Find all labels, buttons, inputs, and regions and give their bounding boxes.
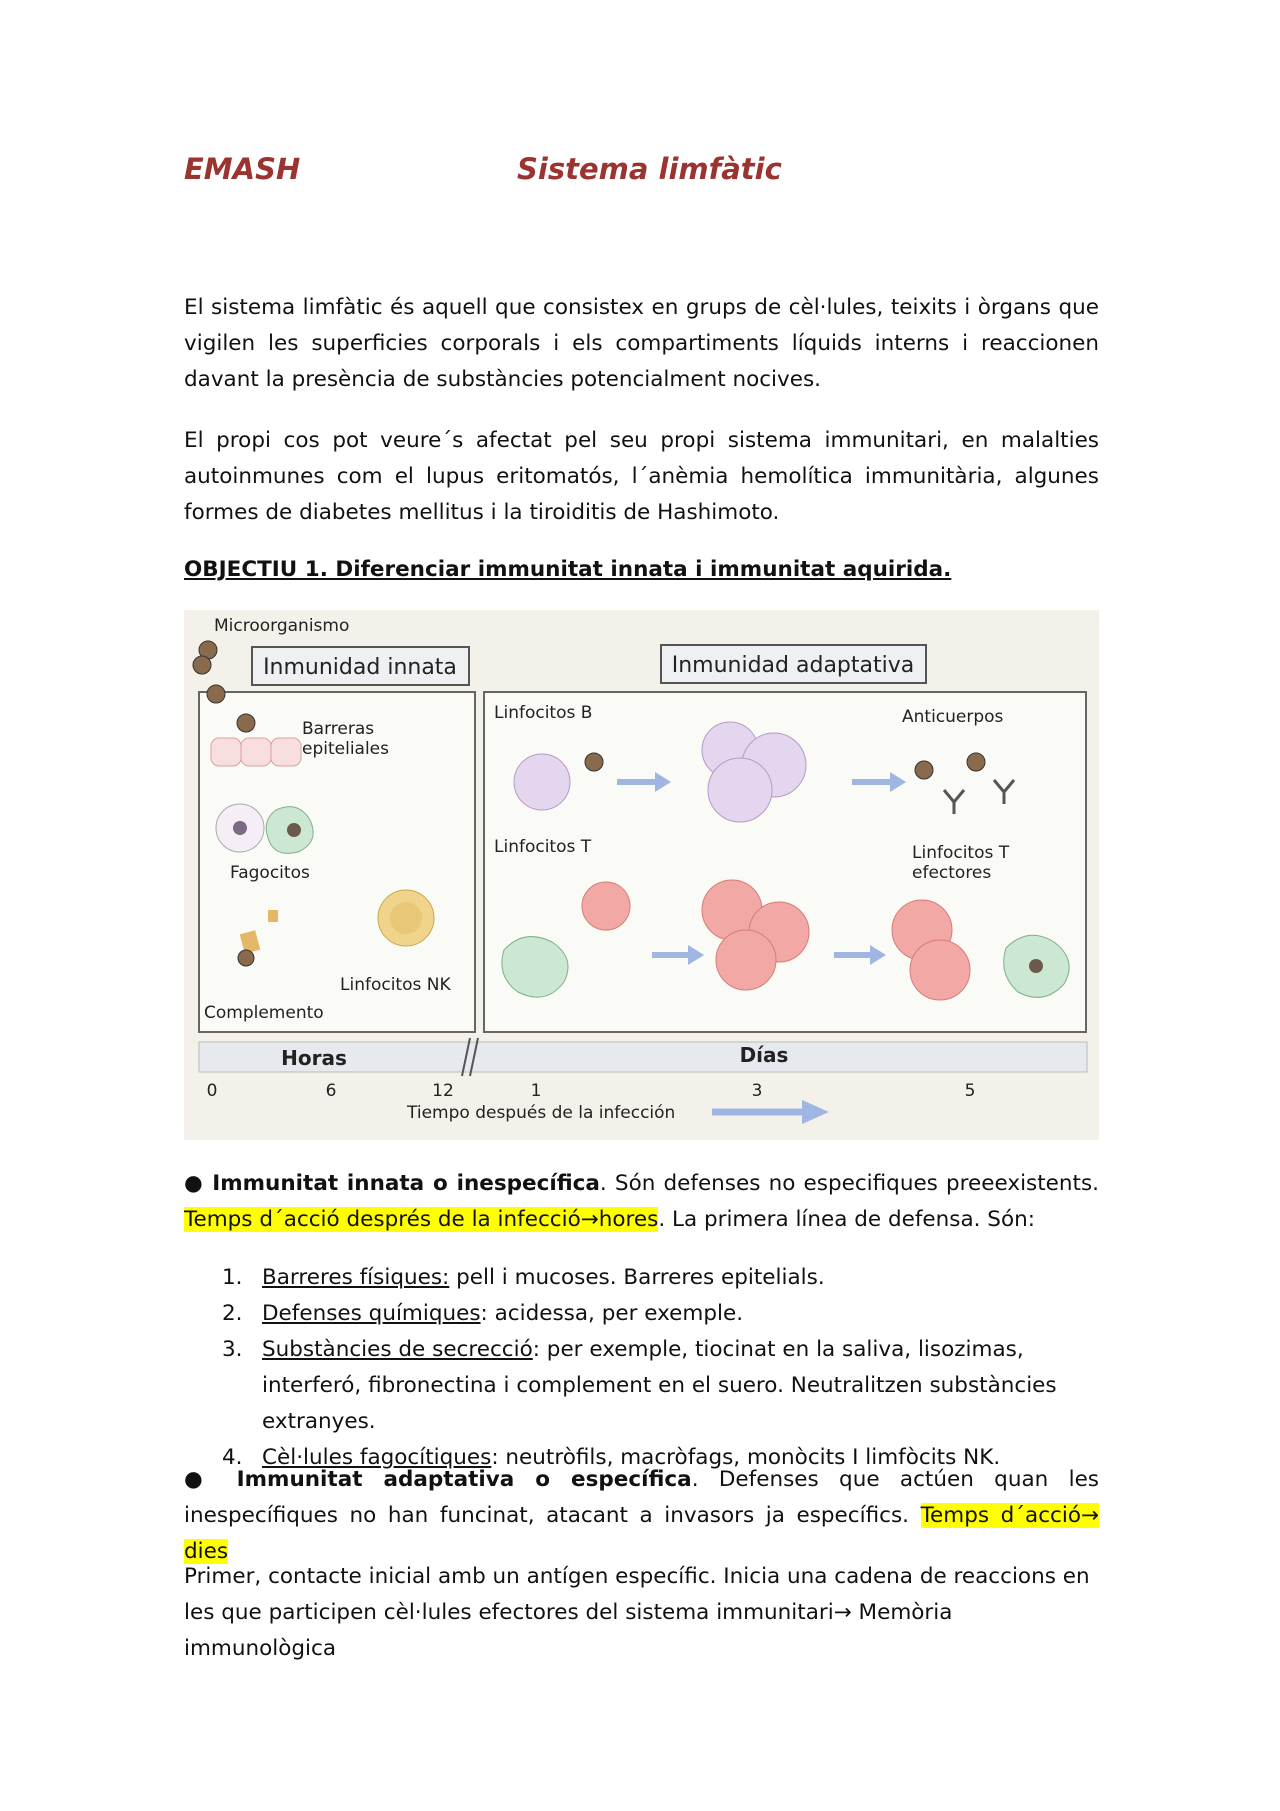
defense-list — [184, 1260, 1099, 1476]
list-item — [184, 1296, 1099, 1332]
antibodies-label: Anticuerpos — [902, 707, 1004, 727]
t-effector-label-1: Linfocitos T — [912, 843, 1010, 863]
epithelial-barrier-icon — [211, 738, 301, 766]
tick-3: 3 — [751, 1081, 763, 1101]
header-left: EMASH — [184, 152, 301, 186]
innate-title: Inmunidad innata — [263, 655, 457, 680]
tick-1: 1 — [530, 1081, 542, 1101]
intro-paragraph-2: El propi cos pot veure´s afectat pel seu propi sistema immunitari, en malalties autoinmunes com el lupus eritomatós, l´anèmia hemolítica immunitària, algunes formes de diabetes mellitus i la tiroiditis de Hashimoto. — [184, 428, 1099, 525]
adaptive-title: Immunitat adaptativa o específica — [236, 1467, 692, 1492]
objective-heading: OBJECTIU 1. Diferenciar immunitat innata i immunitat aquirida. — [184, 557, 952, 582]
b-cells-label: Linfocitos B — [494, 703, 593, 723]
list-text: : acidessa, per exemple. — [480, 1301, 744, 1326]
list-number: 2. — [222, 1301, 243, 1326]
innate-text: . Són defenses no especifiques preeexistents. — [599, 1171, 1099, 1196]
innate-title: Immunitat innata o inespecífica — [212, 1171, 600, 1196]
list-text: pell i mucoses. Barreres epitelials. — [449, 1265, 825, 1290]
intro-paragraph-1: El sistema limfàtic és aquell que consistex en grups de cèl·lules, teixits i òrgans que vigilen les superficies corporals i els compartiments líquids interns i reaccionen davant la presència de substàncies potencialment nocives. — [184, 295, 1099, 392]
list-term: Defenses químiques — [262, 1301, 481, 1326]
header-title: Sistema limfàtic — [517, 152, 782, 186]
list-term: Barreres físiques: — [262, 1265, 450, 1290]
tick-12: 12 — [432, 1081, 454, 1101]
adaptive-text: . Defenses que actúen quan les inespecífiques no han funcinat, atacant a invasors ja específics. — [184, 1467, 1100, 1528]
list-term: Cèl·lules fagocítiques — [262, 1445, 492, 1470]
list-item — [184, 1260, 1099, 1296]
adaptive-highlight: Temps d´acció→ dies — [184, 1503, 1099, 1564]
immunity-figure — [184, 610, 1099, 1140]
list-item — [184, 1332, 1099, 1440]
list-number: 4. — [222, 1445, 243, 1470]
complement-label: Complemento — [204, 1003, 324, 1023]
closing-paragraph: Primer, contacte inicial amb un antígen específic. Inicia una cadena de reaccions en les que participen cèl·lules efectores del sistema immunitari→ Memòria immunològica — [184, 1564, 1090, 1661]
innate-paragraph: ● Immunitat innata o inespecífica. Són defenses no especifiques preeexistents. Temps d´acció després de la infecció→hores. La primera línea de defensa. Són: — [184, 1171, 1099, 1232]
list-text: : neutròfils, macròfags, monòcits I limfòcits NK. — [491, 1445, 1001, 1470]
days-label: Días — [739, 1043, 789, 1067]
adaptive-title: Inmunidad adaptativa — [671, 653, 915, 678]
list-term: Substàncies de secrecció — [262, 1337, 533, 1362]
microorganism-label: Microorganismo — [214, 616, 350, 636]
t-cells-label: Linfocitos T — [494, 837, 592, 857]
nk-cell-icon — [378, 890, 434, 946]
barrier-label-1: Barreras — [302, 719, 375, 739]
list-number: 1. — [222, 1265, 243, 1290]
axis-label: Tiempo después de la infección — [407, 1103, 676, 1123]
tick-5: 5 — [964, 1081, 976, 1101]
innate-highlight: Temps d´acció després de la infecció→hores — [184, 1207, 659, 1232]
nk-label: Linfocitos NK — [340, 975, 451, 995]
list-text: : per exemple, tiocinat en la saliva, lisozimas, interferó, fibronectina i complement en el suero. Neutralitzen substàncies extranyes. — [262, 1337, 1057, 1434]
immunity-diagram — [184, 610, 1099, 1140]
list-number: 3. — [222, 1337, 243, 1362]
barrier-label-2: epiteliales — [302, 739, 390, 759]
t-effector-label-2: efectores — [912, 863, 992, 883]
tick-6: 6 — [325, 1081, 337, 1101]
phagocytes-label: Fagocitos — [230, 863, 310, 883]
innate-text-2: . La primera línea de defensa. Són: — [658, 1207, 1035, 1232]
hours-label: Horas — [281, 1046, 347, 1070]
adaptive-paragraph: ● Immunitat adaptativa o específica. Defenses que actúen quan les inespecífiques no han funcinat, atacant a invasors ja específics. Temps d´acció→ dies — [184, 1467, 1100, 1564]
tick-0: 0 — [206, 1081, 218, 1101]
